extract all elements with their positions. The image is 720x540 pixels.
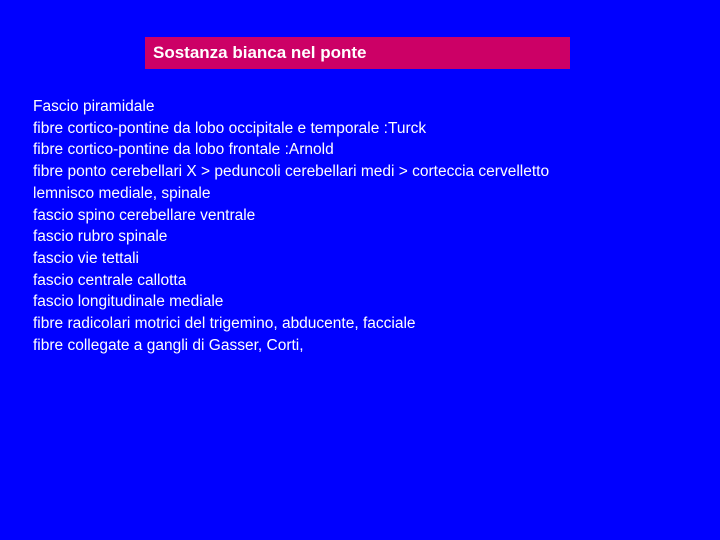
body-text-list [33, 96, 549, 356]
list-item: fibre cortico-pontine da lobo frontale :Arnold [33, 141, 334, 159]
list-item: fascio rubro spinale [33, 228, 168, 246]
list-item: Fascio piramidale [33, 98, 155, 115]
list-item: fibre radicolari motrici del trigemino, abducente, facciale [33, 315, 416, 333]
slide-title: Sostanza bianca nel ponte [153, 43, 367, 62]
list-item: fascio spino cerebellare ventrale [33, 206, 256, 224]
list-item: fascio centrale callotta [33, 271, 187, 289]
list-item: fibre ponto cerebellari X > peduncoli cerebellari medi > corteccia cervelletto [33, 163, 550, 181]
list-item: fibre collegate a gangli di Gasser, Corti, [33, 336, 304, 354]
list-item: fibre cortico-pontine da lobo occipitale e temporale :Turck [33, 119, 427, 137]
title-bar [145, 37, 570, 69]
list-item: fascio vie tettali [33, 249, 139, 267]
list-item: fascio longitudinale mediale [33, 293, 224, 311]
list-item: lemnisco mediale, spinale [33, 184, 211, 202]
